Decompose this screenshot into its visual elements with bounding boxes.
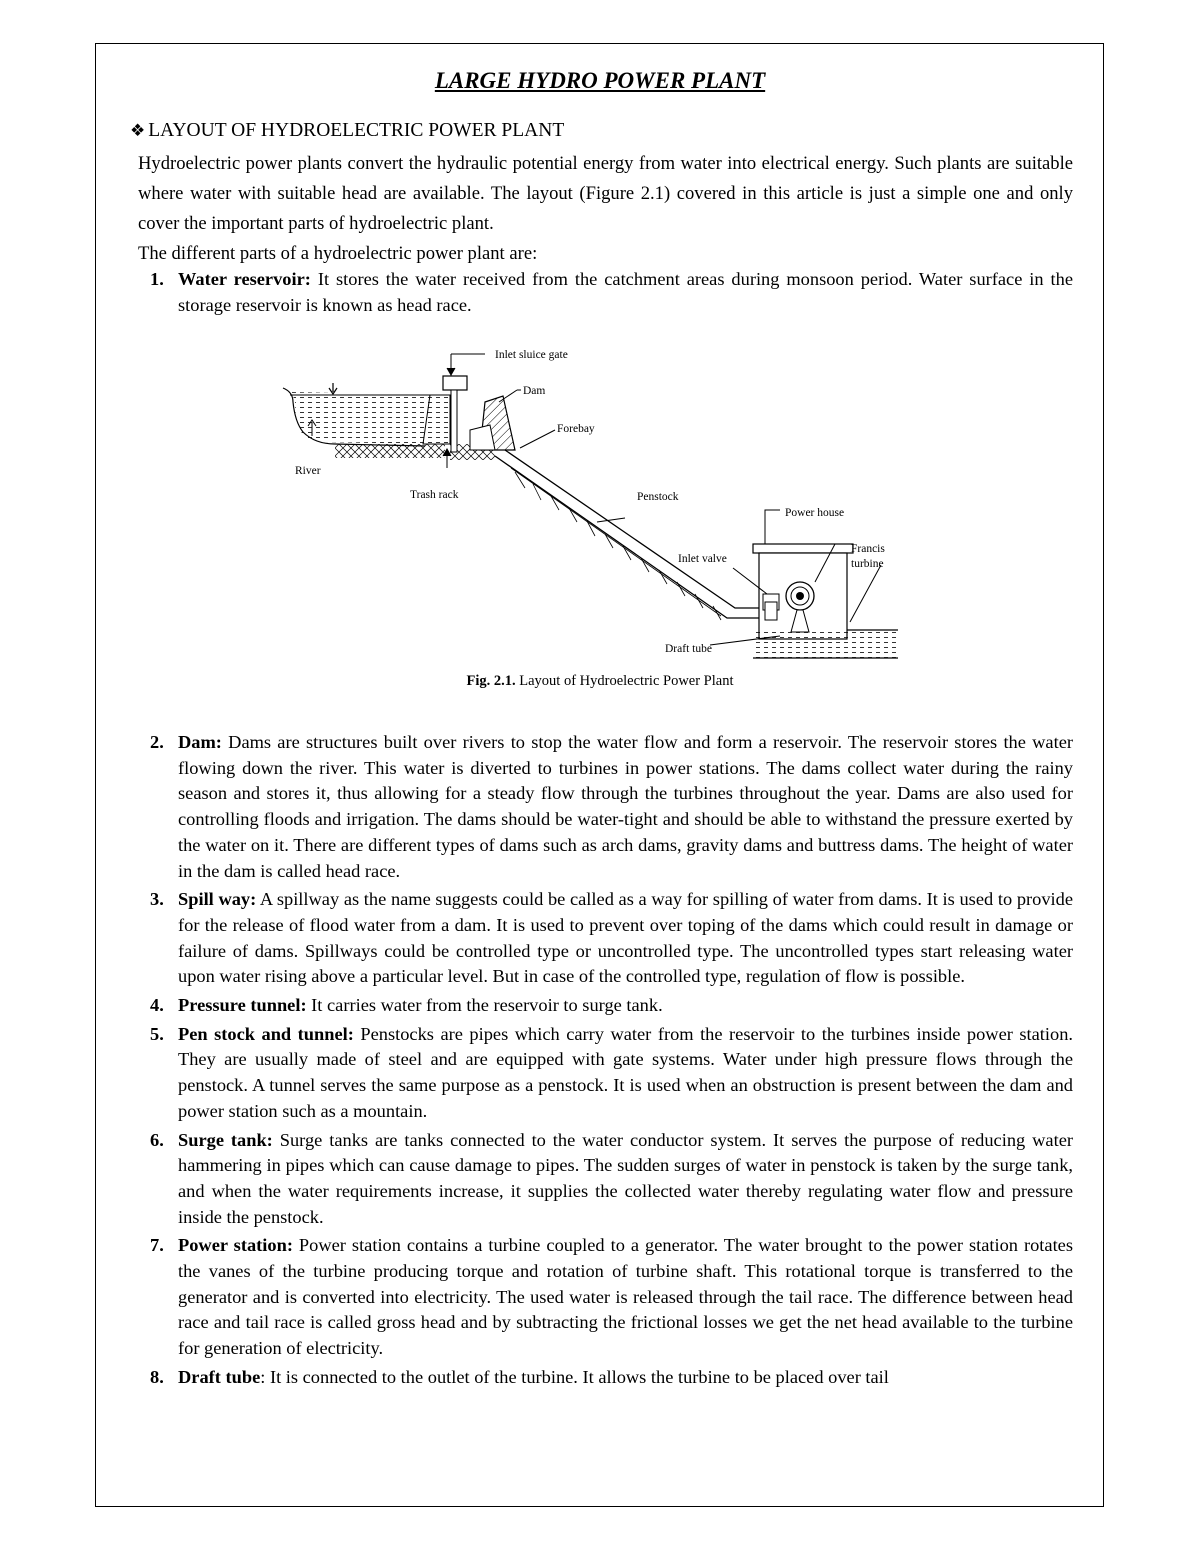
list-item xyxy=(140,1128,1073,1231)
caption-label: Fig. 2.1. xyxy=(466,673,516,689)
diamond-bullet-icon: ❖ xyxy=(130,121,146,140)
item-text: Penstocks are pipes which carry water from the reservoir to the turbines inside power station. They are usually made of steel and are equipped with gate systems. Water under high pressure flows through the penstock. A tunnel serves the same purpose as a penstock. It is used when an obstruction is present between the dam and power station such as a mountain. xyxy=(178,1023,1073,1121)
list-item xyxy=(140,1365,1073,1391)
section-heading-text: LAYOUT OF HYDROELECTRIC POWER PLANT xyxy=(148,120,565,141)
parts-list-part2 xyxy=(140,730,1073,1394)
item-number: 6. xyxy=(150,1129,164,1150)
item-term: Spill way: xyxy=(178,889,257,910)
hydro-layout-diagram xyxy=(275,340,915,670)
item-number: 7. xyxy=(150,1235,164,1256)
label-dam: Dam xyxy=(523,385,546,397)
item-number: 4. xyxy=(150,995,164,1016)
item-term: Draft tube xyxy=(178,1366,261,1387)
list-item xyxy=(140,730,1073,884)
item-number: 2. xyxy=(150,732,164,752)
list-item xyxy=(140,1233,1073,1362)
label-draft-tube: Draft tube xyxy=(665,643,712,655)
reservoir-water xyxy=(283,388,430,446)
penstock-leader xyxy=(597,518,625,522)
item-number: 8. xyxy=(150,1366,164,1387)
item-text: Surge tanks are tanks connected to the water conductor system. It serves the purpose of reducing water hammering in pipes which can cause damage to pipes. The sudden surges of water in penstock is taken by the surge tank, and when the water requirements increase, it supplies the collected water thereby regulating water flow and pressure inside the penstock. xyxy=(178,1129,1073,1227)
label-francis: Francis xyxy=(851,543,885,555)
item-term: Power station: xyxy=(178,1235,293,1256)
item-text: Power station contains a turbine coupled to a generator. The water brought to the power station rotates the vanes of the turbine producing torque and rotation of turbine shaft. This rotational torque is transferred to the generator and is converted into electricity. The used water is released through the tail race. The difference between head race and tail race is called gross head and by subtracting the frictional losses we get the net head available to the turbine for generation of electricity. xyxy=(178,1235,1074,1359)
label-power-house: Power house xyxy=(785,507,845,519)
item-number: 1. xyxy=(150,269,164,289)
label-trash-rack: Trash rack xyxy=(410,489,459,501)
label-inlet-sluice-gate: Inlet sluice gate xyxy=(495,349,568,361)
hill-slope xyxy=(511,468,721,620)
item-term: Pressure tunnel: xyxy=(178,995,307,1016)
list-item xyxy=(140,267,1073,318)
forebay-leader xyxy=(520,430,555,448)
label-turbine: turbine xyxy=(851,558,884,570)
label-inlet-valve: Inlet valve xyxy=(678,553,727,565)
item-term: Dam: xyxy=(178,732,222,752)
label-penstock: Penstock xyxy=(637,491,679,503)
figure-caption xyxy=(0,673,1200,690)
power-house-leader xyxy=(765,510,780,544)
dam-structure xyxy=(423,395,515,450)
item-text: A spillway as the name suggests could be called as a way for spilling of water from dams. It is used to provide for the release of flood water from a dam. It is used to prevent over toping of the dams which could result in damage or failure of dams. Spillways could be controlled type or uncontrolled type. The uncontrolled types start releasing water upon water rising above a particular level. But in case of the controlled type, regulation of flow is possible. xyxy=(178,889,1073,987)
item-number: 3. xyxy=(150,889,164,910)
tail-race xyxy=(753,630,898,658)
caption-text: Layout of Hydroelectric Power Plant xyxy=(515,673,734,689)
power-house xyxy=(753,544,853,639)
penstock-pipe xyxy=(495,450,775,618)
intro-text xyxy=(138,149,1073,269)
label-forebay: Forebay xyxy=(557,423,595,435)
parts-list-part1 xyxy=(140,267,1073,321)
list-item xyxy=(140,887,1073,990)
item-text: : It is connected to the outlet of the turbine. It allows the turbine to be placed over tail xyxy=(260,1366,889,1387)
section-heading xyxy=(130,120,564,142)
label-river: River xyxy=(295,465,321,477)
page-title: LARGE HYDRO POWER PLANT xyxy=(434,68,766,93)
list-item xyxy=(140,1022,1073,1125)
intro-paragraph: Hydroelectric power plants convert the hydraulic potential energy from water into electrical energy. Such plants are suitable where water with suitable head are available. The layout (Figure 2.1) covered in this article is just a simple one and only cover the important parts of hydroelectric plant. xyxy=(138,153,1073,234)
item-text: Dams are structures built over rivers to stop the water flow and form a reservoir. The reservoir stores the water flowing down the river. This water is diverted to turbines in power stations. The dams collect water during the rainy season and stores it, thus allowing for a steady flow through the turbines throughout the year. Dams are also used for controlling floods and irrigation. The dams should be water-tight and should be able to withstand the pressure exerted by the water on it. There are different types of dams such as arch dams, gravity dams and buttress dams. The height of water in the dam is called head race. xyxy=(178,732,1073,881)
list-item xyxy=(140,993,1073,1019)
item-term: Pen stock and tunnel: xyxy=(178,1023,354,1044)
intro-lead: The different parts of a hydroelectric power plant are: xyxy=(138,243,538,264)
item-text: It carries water from the reservoir to surge tank. xyxy=(306,995,663,1016)
item-text: It stores the water received from the catchment areas during monsoon period. Water surface in the storage reservoir is known as head race. xyxy=(178,269,1073,315)
item-number: 5. xyxy=(150,1023,164,1044)
item-term: Surge tank: xyxy=(178,1129,273,1150)
item-term: Water reservoir: xyxy=(178,269,311,289)
